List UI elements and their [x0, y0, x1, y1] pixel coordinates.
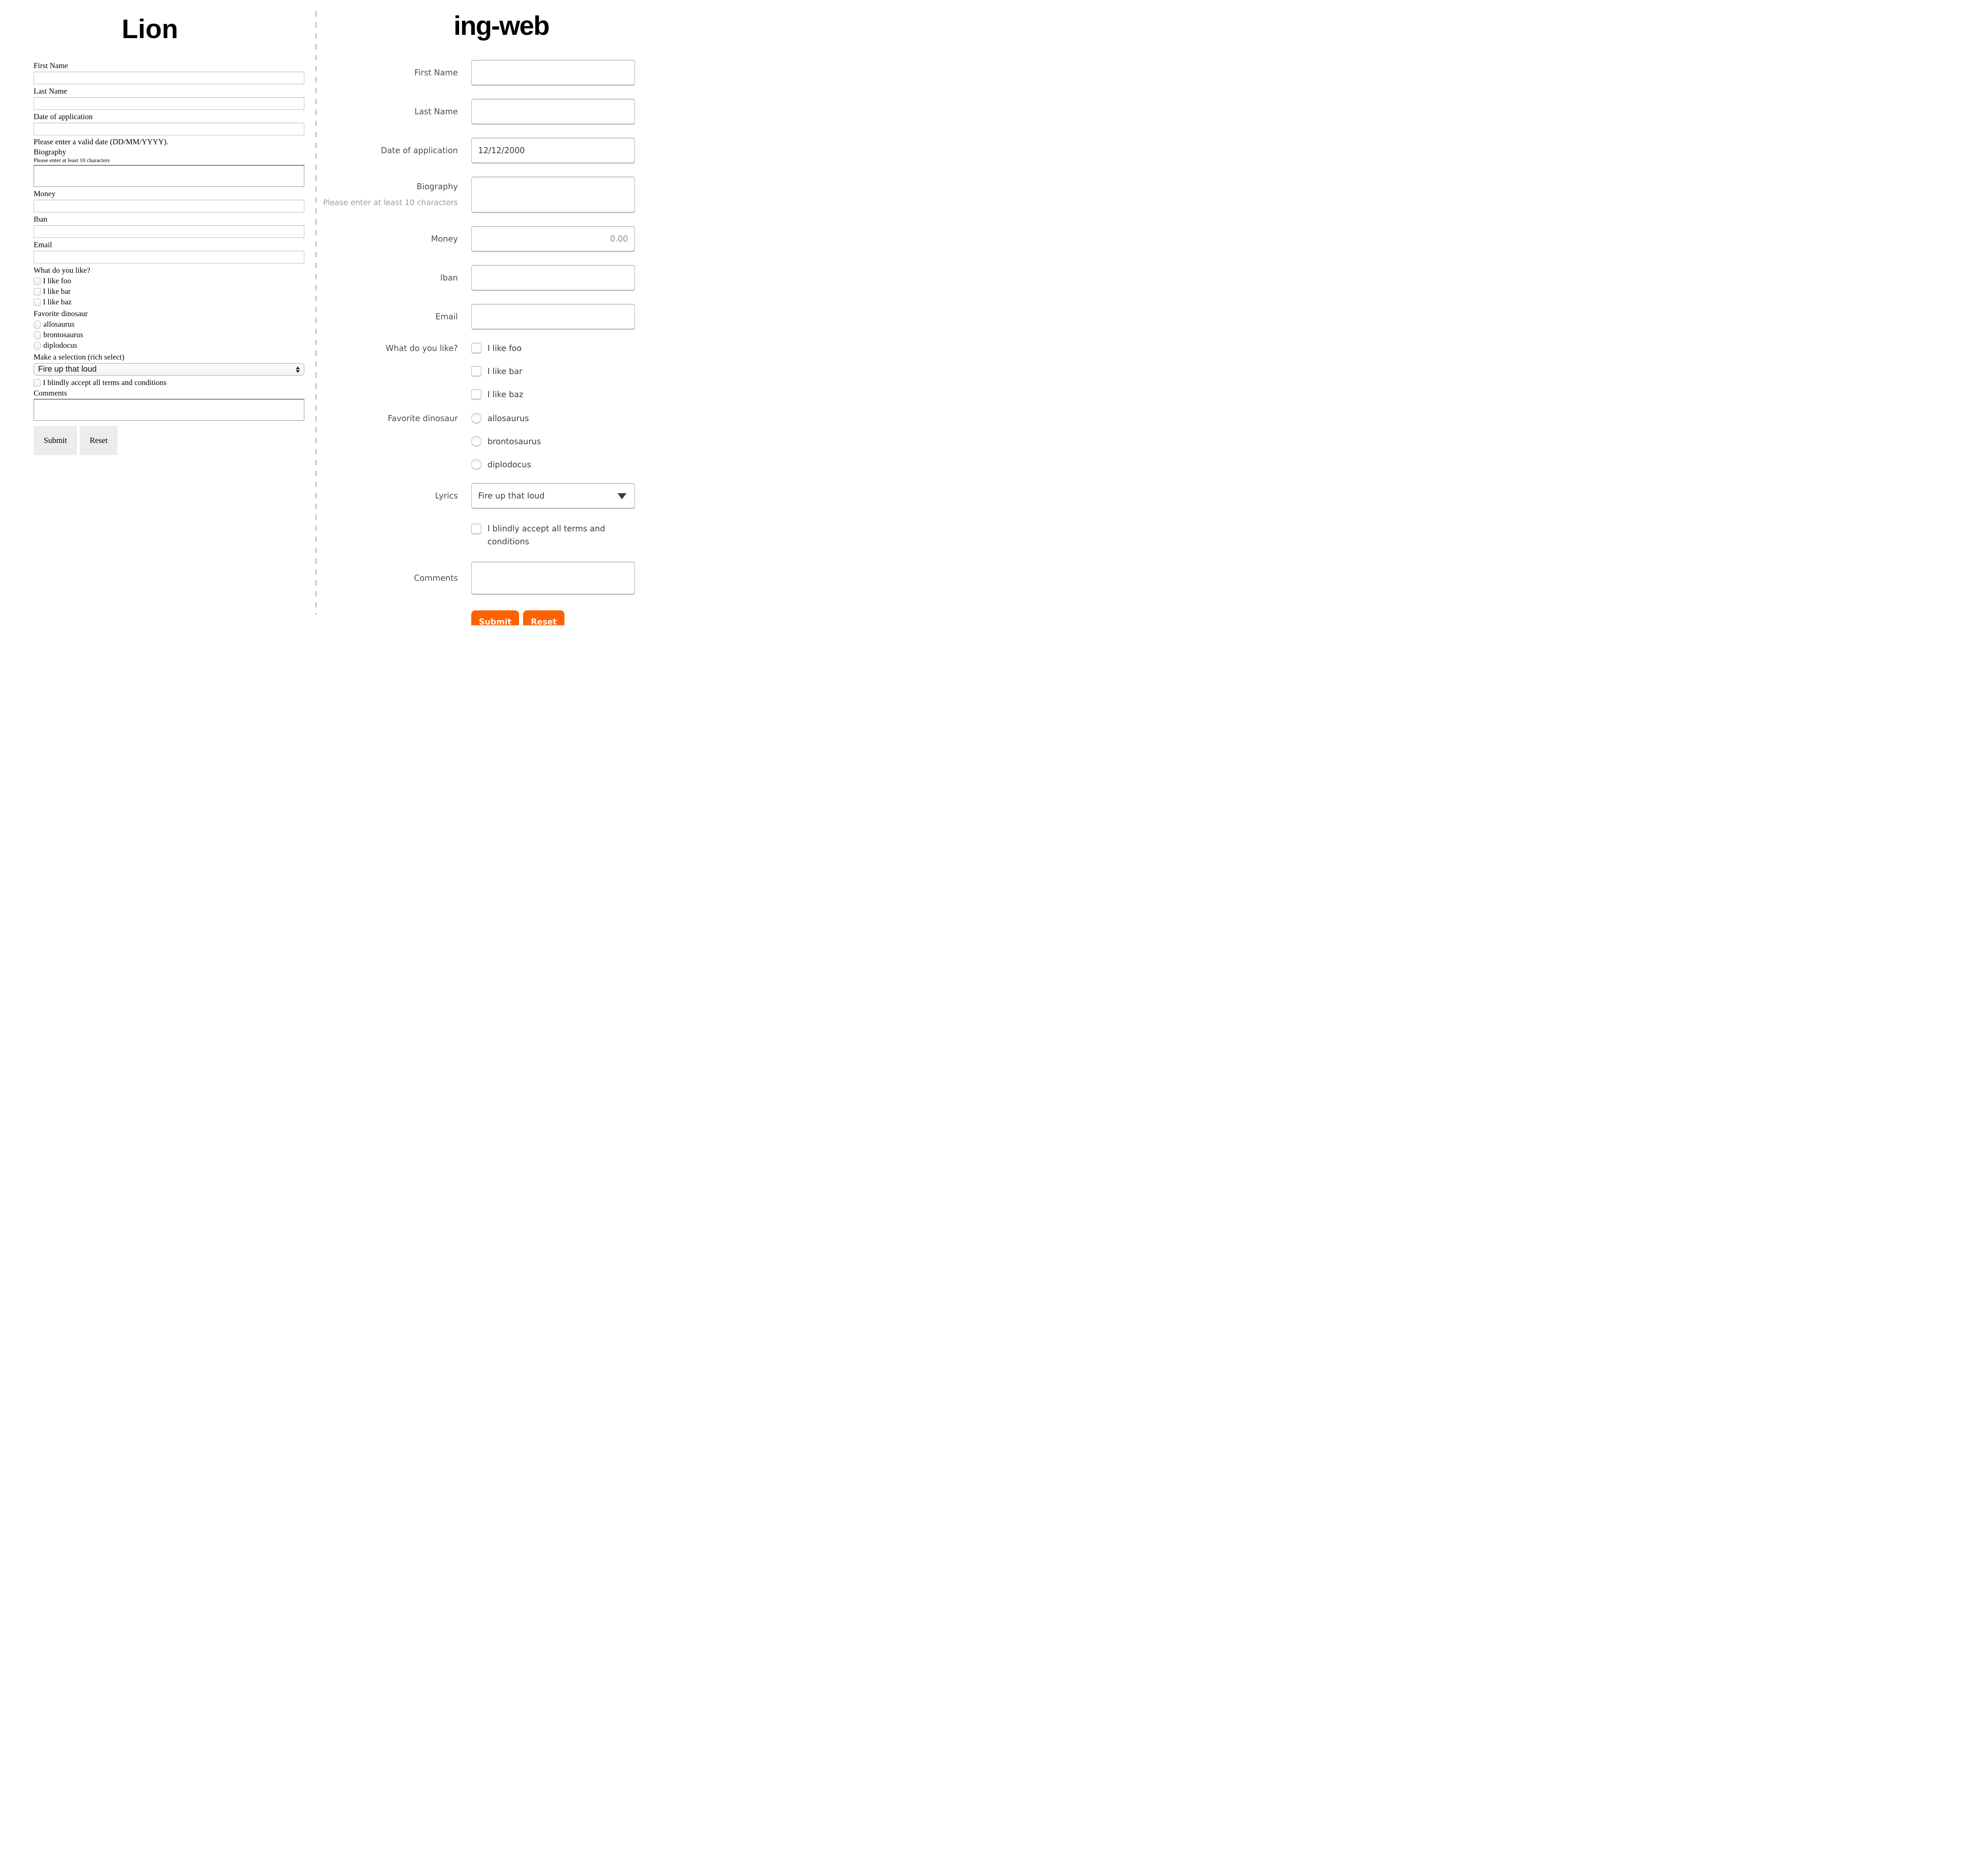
checkbox-icon[interactable]	[34, 278, 41, 285]
ingweb-last-name-input[interactable]	[471, 99, 635, 124]
lion-last-name-input[interactable]	[34, 97, 304, 110]
lion-panel	[34, 0, 304, 455]
ingweb-submit-button[interactable]: Submit	[471, 610, 519, 625]
ingweb-buttons-row	[320, 610, 659, 625]
lion-like-foo-option[interactable]	[34, 277, 304, 286]
ingweb-lyrics-value: Fire up that loud	[478, 491, 545, 501]
lion-form	[34, 62, 304, 455]
lion-like-baz-option[interactable]	[34, 298, 304, 307]
lion-terms-option[interactable]	[34, 379, 304, 387]
ingweb-like-baz-option[interactable]	[471, 389, 635, 399]
ingweb-biography-label-block	[320, 181, 471, 208]
lion-first-name-label: First Name	[34, 62, 68, 70]
lion-like-bar-label: I like bar	[43, 287, 71, 296]
ingweb-diplodocus-option[interactable]	[471, 459, 635, 469]
ingweb-biography-row	[320, 177, 659, 212]
ingweb-email-input[interactable]	[471, 304, 635, 329]
checkbox-icon[interactable]	[471, 389, 481, 399]
ingweb-money-row	[320, 226, 659, 251]
ingweb-date-value: 12/12/2000	[478, 145, 525, 155]
ingweb-comments-row	[320, 562, 659, 594]
ingweb-form	[320, 60, 659, 625]
lion-title: Lion	[122, 14, 178, 44]
lion-submit-button[interactable]: Submit	[34, 426, 77, 455]
ingweb-first-name-row	[320, 60, 659, 85]
ingweb-money-value: 0.00	[610, 234, 628, 244]
checkbox-icon[interactable]	[34, 379, 41, 387]
lion-like-foo-label: I like foo	[43, 277, 71, 285]
ingweb-date-input[interactable]	[471, 138, 635, 163]
ingweb-biography-textarea[interactable]	[471, 177, 635, 212]
ingweb-terms-option[interactable]	[471, 522, 635, 548]
checkbox-icon[interactable]	[34, 299, 41, 306]
lion-buttons	[34, 426, 304, 455]
ingweb-lyrics-row	[320, 483, 659, 508]
select-spinner-icon[interactable]	[296, 366, 300, 373]
ingweb-terms-label: I blindly accept all terms and conditions	[487, 524, 605, 546]
ingweb-panel	[320, 0, 659, 625]
ingweb-allosaurus-label: allosaurus	[487, 413, 529, 423]
lion-money-label: Money	[34, 190, 56, 198]
ingweb-lyrics-label: Lyrics	[435, 491, 458, 501]
ingweb-lyrics-select[interactable]	[471, 483, 635, 508]
lion-date-input[interactable]	[34, 123, 304, 135]
ingweb-biography-label: Biography	[417, 182, 458, 191]
lion-email-input[interactable]	[34, 251, 304, 263]
lion-brontosaurus-label: brontosaurus	[43, 331, 83, 339]
lion-likes-label: What do you like?	[34, 266, 90, 275]
lion-like-baz-label: I like baz	[43, 298, 72, 306]
radio-icon[interactable]	[471, 459, 481, 469]
ingweb-brontosaurus-option[interactable]	[471, 436, 635, 446]
radio-icon[interactable]	[471, 436, 481, 446]
lion-biography-label: Biography	[34, 148, 66, 156]
lion-money-input[interactable]	[34, 200, 304, 212]
lion-comments-label: Comments	[34, 389, 67, 398]
lion-iban-input[interactable]	[34, 225, 304, 238]
ingweb-diplodocus-label: diplodocus	[487, 459, 531, 469]
ingweb-last-name-row	[320, 99, 659, 124]
dropdown-arrow-icon[interactable]	[618, 493, 626, 499]
ingweb-like-bar-label: I like bar	[487, 366, 523, 376]
lion-date-label: Date of application	[34, 113, 93, 121]
ingweb-allosaurus-option[interactable]	[471, 413, 635, 423]
ingweb-like-foo-label: I like foo	[487, 343, 522, 353]
lion-reset-button[interactable]: Reset	[80, 426, 118, 455]
ingweb-reset-button[interactable]: Reset	[523, 610, 564, 625]
lion-iban-label: Iban	[34, 215, 47, 224]
lion-rich-select[interactable]	[34, 363, 304, 376]
ingweb-iban-input[interactable]	[471, 265, 635, 290]
lion-last-name-label: Last Name	[34, 87, 67, 96]
ingweb-first-name-label: First Name	[414, 68, 458, 77]
ingweb-likes-label: What do you like?	[385, 343, 458, 353]
ingweb-first-name-input[interactable]	[471, 60, 635, 85]
ingweb-money-label: Money	[431, 234, 458, 244]
ingweb-dinosaur-label: Favorite dinosaur	[387, 413, 458, 423]
ingweb-email-row	[320, 304, 659, 329]
checkbox-icon[interactable]	[471, 524, 481, 534]
lion-diplodocus-label: diplodocus	[43, 341, 77, 350]
radio-icon[interactable]	[34, 321, 41, 329]
ingweb-iban-label: Iban	[440, 273, 458, 282]
ingweb-likes-row	[320, 343, 659, 399]
lion-date-helper: Please enter a valid date (DD/MM/YYYY).	[34, 138, 169, 146]
lion-biography-helper: Please enter at least 10 characters	[34, 158, 110, 164]
lion-biography-textarea[interactable]	[34, 165, 304, 187]
lion-like-bar-option[interactable]	[34, 287, 304, 296]
page	[0, 0, 659, 625]
ingweb-brontosaurus-label: brontosaurus	[487, 436, 541, 446]
lion-terms-label: I blindly accept all terms and conditions	[43, 379, 167, 387]
checkbox-icon[interactable]	[471, 366, 481, 376]
lion-dinosaur-label: Favorite dinosaur	[34, 310, 88, 318]
radio-icon[interactable]	[34, 342, 41, 350]
lion-selection-label: Make a selection (rich select)	[34, 353, 124, 362]
ingweb-iban-row	[320, 265, 659, 290]
ingweb-comments-label: Comments	[414, 573, 458, 583]
ingweb-title: ing-web	[453, 11, 549, 41]
lion-allosaurus-label: allosaurus	[43, 320, 75, 329]
ingweb-like-baz-label: I like baz	[487, 389, 524, 399]
ingweb-last-name-label: Last Name	[414, 107, 458, 116]
radio-icon[interactable]	[471, 413, 481, 423]
lion-first-name-input[interactable]	[34, 72, 304, 84]
ingweb-like-foo-option[interactable]	[471, 343, 635, 353]
ingweb-biography-helper: Please enter at least 10 characters	[323, 198, 458, 207]
radio-icon[interactable]	[34, 331, 41, 340]
ingweb-date-row	[320, 138, 659, 163]
ingweb-terms-row	[320, 522, 659, 548]
ingweb-date-label: Date of application	[380, 145, 458, 155]
ingweb-email-label: Email	[435, 312, 458, 321]
lion-email-label: Email	[34, 241, 52, 249]
lion-rich-select-value: Fire up that loud	[38, 365, 97, 374]
lion-comments-textarea[interactable]	[34, 399, 304, 421]
ingweb-comments-textarea[interactable]	[471, 562, 635, 594]
checkbox-icon[interactable]	[34, 288, 41, 295]
ingweb-dinosaur-row	[320, 413, 659, 469]
lion-diplodocus-option[interactable]	[34, 341, 304, 350]
ingweb-money-input[interactable]	[471, 226, 635, 251]
ingweb-like-bar-option[interactable]	[471, 366, 635, 376]
checkbox-icon[interactable]	[471, 343, 481, 353]
lion-allosaurus-option[interactable]	[34, 320, 304, 329]
lion-brontosaurus-option[interactable]	[34, 331, 304, 340]
